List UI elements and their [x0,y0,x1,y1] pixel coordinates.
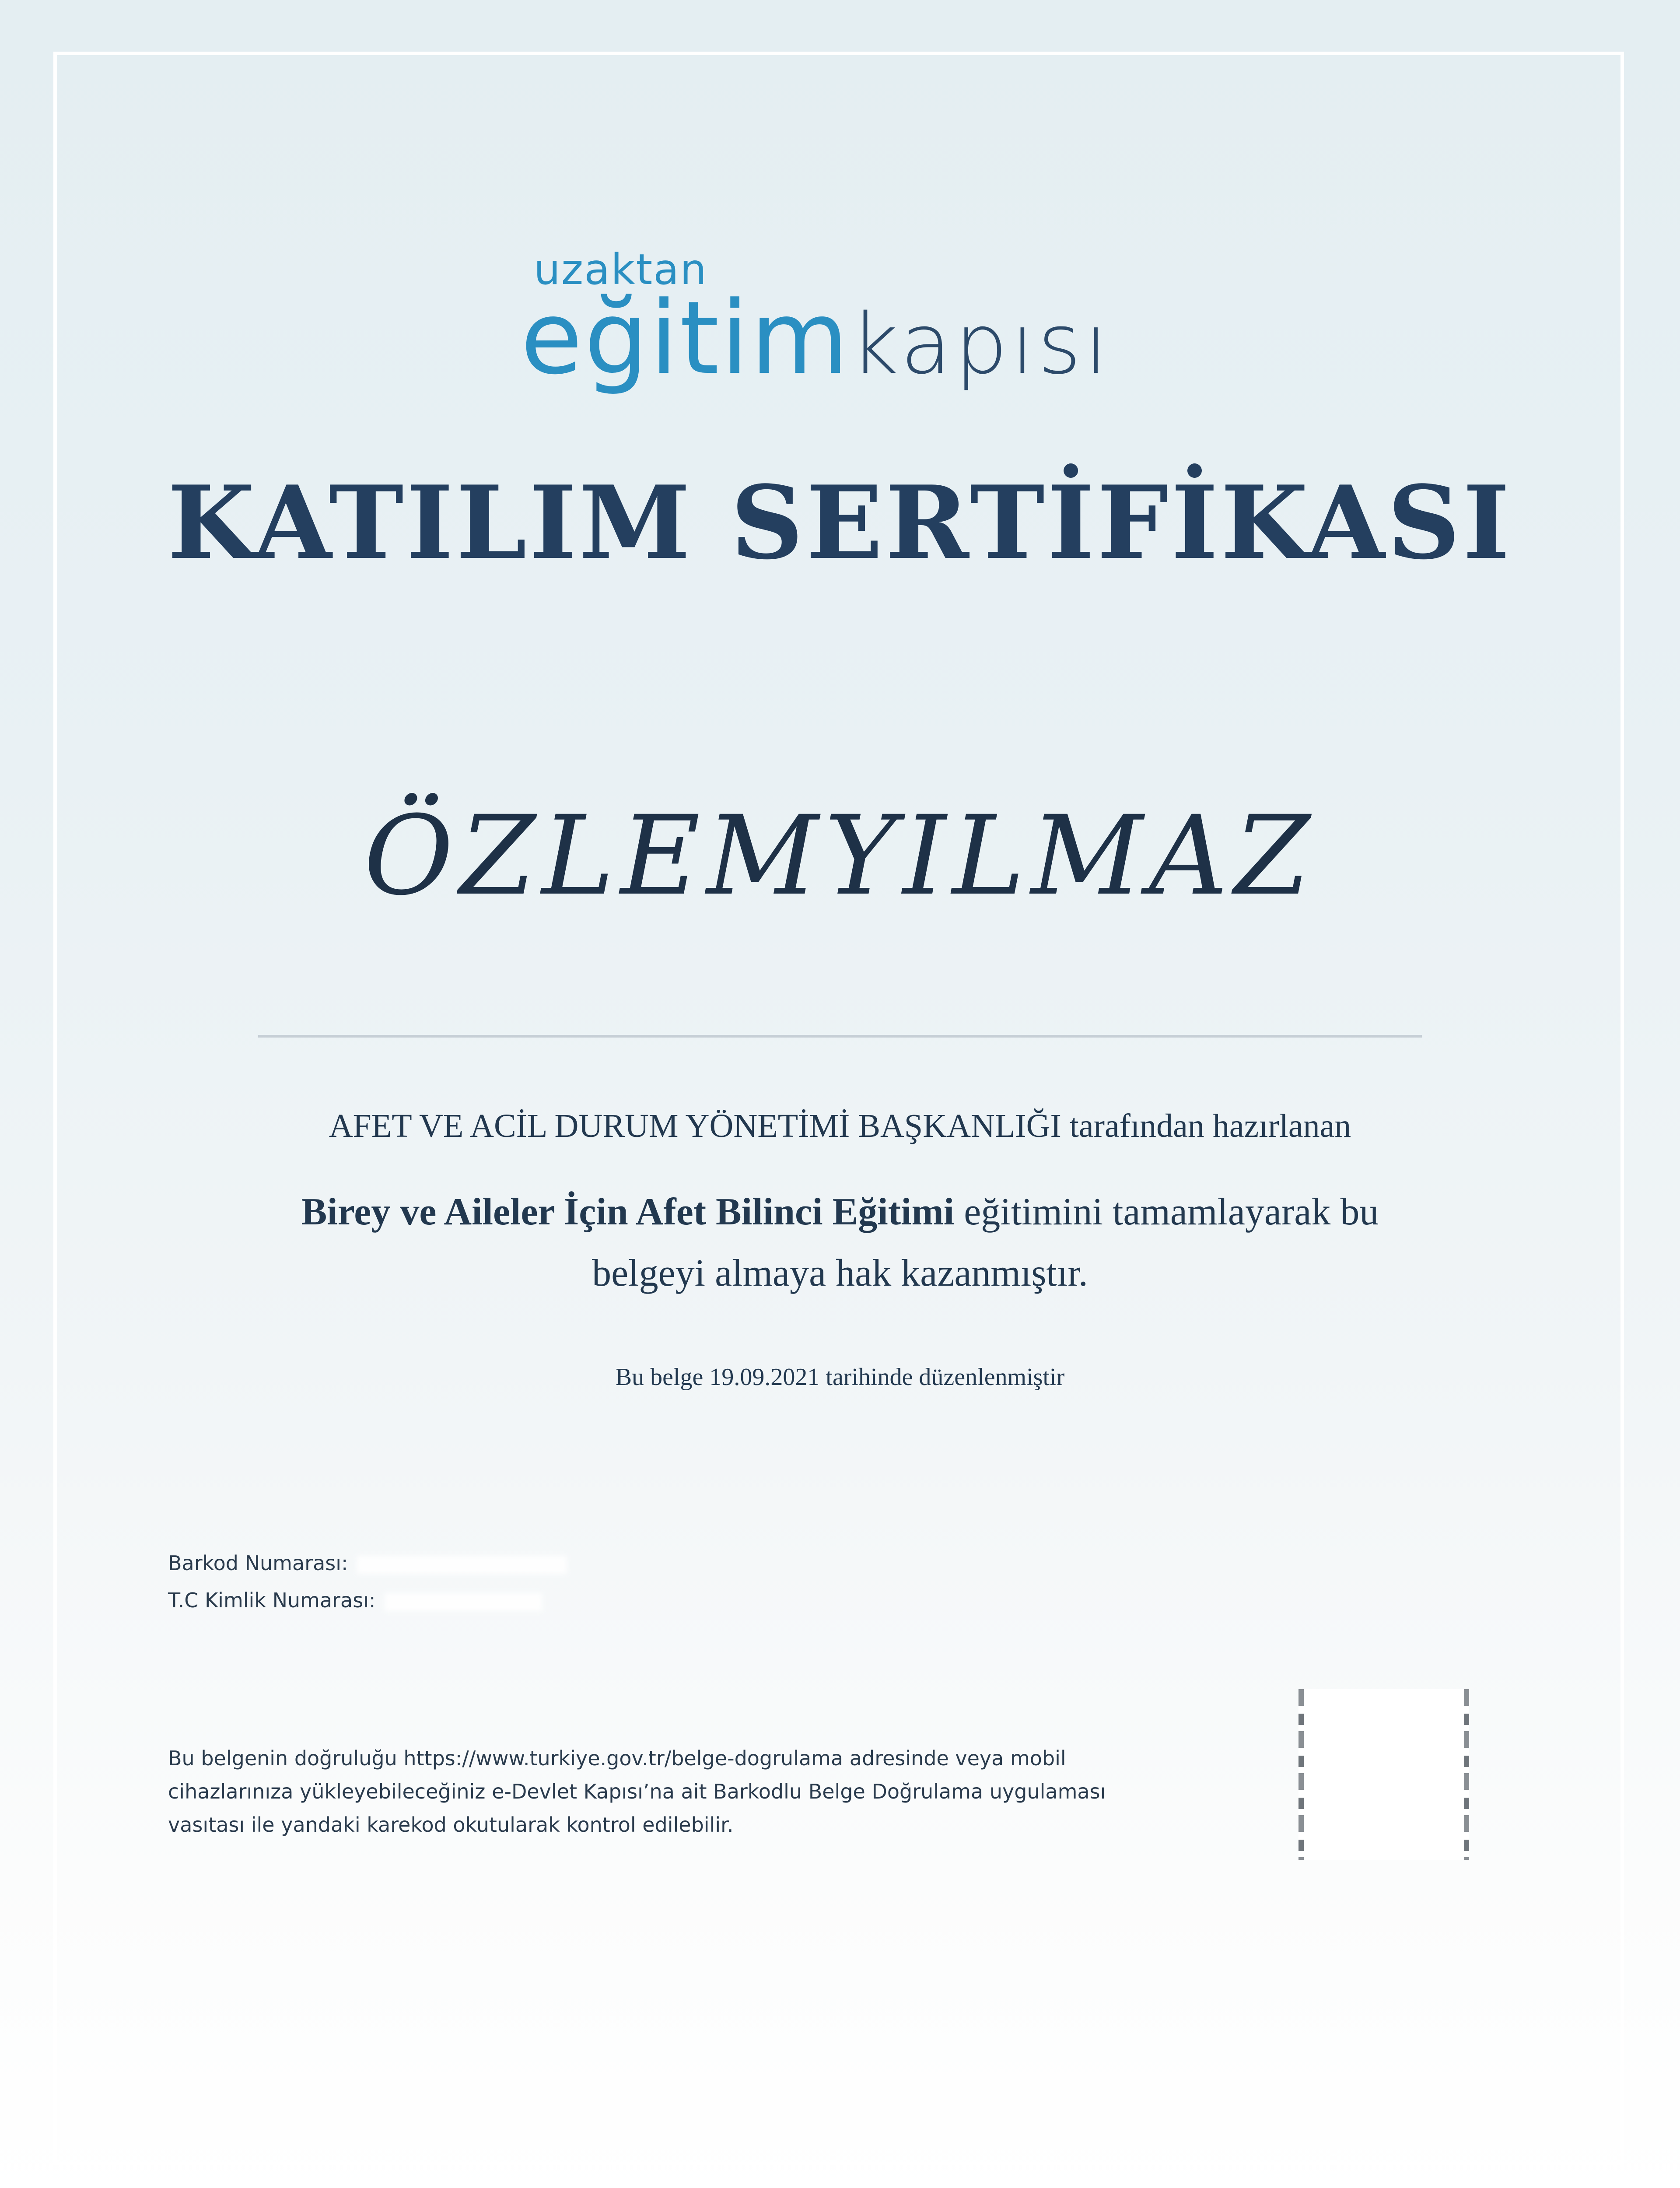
barcode-row [168,1551,567,1575]
id-number-row [168,1588,542,1612]
course-name: Birey ve Aileler İçin Afet Bilinci Eğitimi [301,1191,955,1233]
certificate-title: KATILIM SERTİFİKASI [167,464,1512,582]
qr-code-edge-left [1298,1689,1304,1860]
divider [258,1035,1422,1038]
barcode-label: Barkod Numarası: [168,1551,348,1575]
logo-main-dark: kapısı [850,296,1111,393]
recipient-name: ÖZLEMYILMAZ [364,792,1316,919]
qr-code-edge-right [1464,1689,1469,1860]
logo-main-text [521,280,1111,397]
course-statement [245,1182,1435,1304]
issue-date-text: Bu belge 19.09.2021 tarihinde düzenlenmiştir [615,1364,1065,1391]
issuer-line [0,1107,1680,1145]
logo-main-blue: eğitim [521,280,850,397]
issuer-suffix: tarafından hazırlanan [1069,1108,1351,1144]
barcode-value-redacted [357,1556,567,1574]
qr-code [1298,1689,1469,1860]
course-suffix: eğitimini tamamlayarak bu belgeyi almaya hak kazanmıştır. [592,1191,1379,1294]
logo-top-text: uzaktan [534,245,707,294]
id-number-label: T.C Kimlik Numarası: [168,1588,376,1612]
issuer-organization: AFET VE ACİL DURUM YÖNETİMİ BAŞKANLIĞI [329,1108,1061,1144]
verification-text: Bu belgenin doğruluğu https://www.turkiye.gov.tr/belge-dogrulama adresinde veya mobil cihazlarınıza yükleyebileceğiniz e-Devlet Kapısı’na ait Barkodlu Belge Doğrulama uygulaması vasıtası ile yandaki karekod okutularak kontrol edilebilir. [168,1746,1106,1837]
id-number-value-redacted [385,1593,542,1611]
uzaktan-egitim-kapisi-logo [521,245,1177,398]
